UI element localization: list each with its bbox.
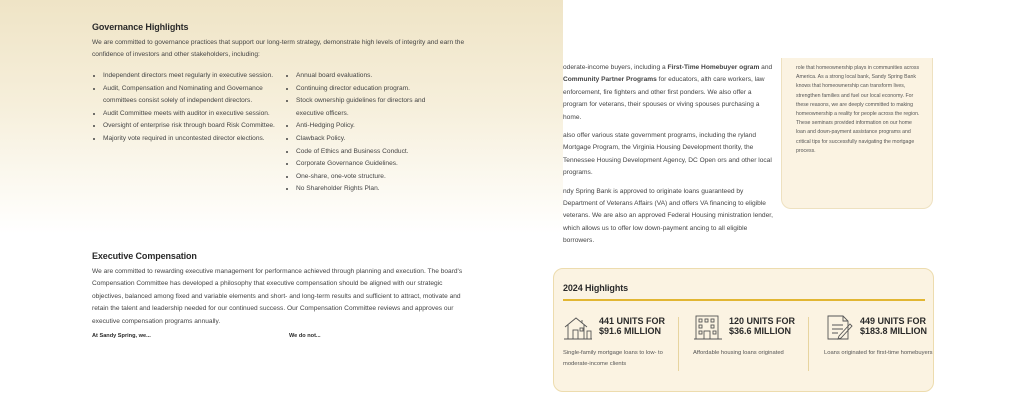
list-item: • Independent directors meet regularly in executive session.: [103, 70, 277, 83]
executive-col-left-heading: At Sandy Spring, we...: [92, 333, 151, 339]
list-item: • Audit Committee meets with auditor in executive session.: [103, 108, 277, 121]
program-label: ogram: [737, 64, 760, 71]
house-icon: [563, 314, 593, 340]
governance-list-right: [285, 70, 453, 196]
stat-caption: Single-family mortgage loans to low- to moderate-income clients: [563, 350, 663, 367]
building-icon: [693, 314, 723, 340]
stat-line1: 449 UNITS FOR: [860, 316, 927, 326]
executive-col-right-heading: We do not...: [289, 333, 321, 339]
homeownership-sidebar: [781, 58, 933, 209]
list-item: • Corporate Governance Guidelines.: [296, 158, 453, 171]
stat-caption: Loans originated for first-time homebuyers: [824, 350, 933, 356]
stat-value: [599, 316, 665, 336]
text-run: oderate-income buyers, including a: [563, 64, 668, 71]
mortgage-paragraph-2: also offer various state government programs, including the ryland Mortgage Program, the Virginia Housing Development thority, the Tennessee Housing Development Agency, DC Open ors and other local programs.: [563, 132, 772, 177]
list-item: • Anti-Hedging Policy.: [296, 120, 453, 133]
highlights-title: 2024 Highlights: [563, 283, 629, 293]
list-item: • Continuing director education program.: [296, 83, 453, 96]
first-time-homebuyer-label: First-Time Homebuyer: [667, 64, 738, 71]
governance-list-left: [92, 70, 277, 146]
mortgage-paragraph-1: [563, 62, 773, 124]
list-item: • Clawback Policy.: [296, 133, 453, 146]
highlights-divider: [563, 299, 925, 301]
stat-line2: $91.6 MILLION: [599, 326, 662, 336]
list-item: • One-share, one-vote structure.: [296, 171, 453, 184]
stat-caption: Affordable housing loans originated: [693, 350, 784, 356]
stat-line2: $183.8 MILLION: [860, 326, 928, 336]
list-item: • Code of Ethics and Business Conduct.: [296, 146, 453, 159]
stat-separator: [678, 317, 679, 371]
stat-value: [860, 316, 927, 336]
executive-compensation-section: [92, 251, 472, 339]
list-item: • Audit, Compensation and Nominating and Governance committees consist solely of independent directors.: [103, 83, 277, 108]
document-icon: [824, 314, 854, 340]
stat-line2: $36.6 MILLION: [729, 326, 792, 336]
list-item: • Majority vote required in uncontested director elections.: [103, 133, 277, 146]
executive-body: We are committed to rewarding executive management for performance achieved through planning and execution. The board's Compensation Committee has developed a philosophy that executive compensation should be aligned with our strategic objectives, balanced among fixed and variable elements and short- and long-term results and sufficient to attract, motivate and retain the talent and leadership needed for our continued success. Our Compensation Committee reviews and approves our executive compensation programs annually.: [92, 268, 463, 325]
executive-title: Executive Compensation: [92, 251, 197, 261]
mortgage-programs-text: [563, 62, 773, 254]
list-item: • Oversight of enterprise risk through board Risk Committee.: [103, 120, 277, 133]
text-run: for educators, alth care workers, law enforcement, fire fighters and other first ponders. We also offer a program for veterans, their spouses or viving spouses purchasing a home.: [563, 76, 765, 121]
mortgage-paragraph-3: ndy Spring Bank is approved to originate loans guaranteed by Department of Veterans Affairs (VA) and offers VA financing to eligible veterans. We are also an approved Federal Housing ministration lender, which allows us to offer low down-payment ancing to all eligible borrowers.: [563, 187, 773, 245]
governance-content: [92, 22, 482, 193]
governance-title: Governance Highlights: [92, 22, 189, 32]
list-item: • Annual board evaluations.: [296, 70, 453, 83]
highlights-card: [553, 268, 934, 392]
governance-card: [0, 0, 563, 234]
community-partner-label: Community Partner Programs: [563, 76, 657, 84]
governance-intro: We are committed to governance practices that support our long-term strategy, demonstrate high levels of integrity and earn the confidence of investors and other stakeholders, including:: [92, 39, 465, 59]
stat-separator: [808, 317, 809, 371]
sidebar-text: role that homeownership plays in communities across America. As a strong local bank, Sandy Spring Bank knows that homeownership can transform lives, strengthen families and fuel our local economy. For these reasons, we are deeply committed to making homeownership a reality for people across the region. These seminars provided information on our home loan and down-payment assistance programs and critical tips for successfully navigating the mortgage process.: [796, 65, 920, 154]
stat-value: [729, 316, 795, 336]
stat-line1: 441 UNITS FOR: [599, 316, 666, 326]
stat-line1: 120 UNITS FOR: [729, 316, 796, 326]
list-item: • Stock ownership guidelines for directors and executive officers.: [296, 95, 453, 120]
text-run: and: [759, 64, 773, 71]
list-item: • No Shareholder Rights Plan.: [296, 183, 453, 196]
